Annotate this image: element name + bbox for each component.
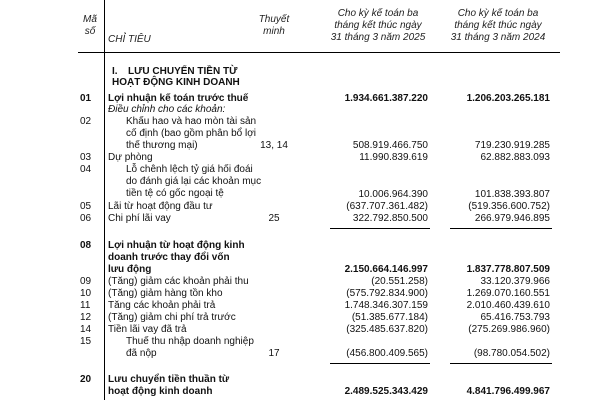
header-2025-l3: 31 tháng 3 năm 2025 xyxy=(330,32,426,43)
row-14-label: Tiền lãi vay đã trả xyxy=(108,324,187,335)
row-15-label-l1: Thuế thu nhập doanh nghiệp xyxy=(126,336,254,347)
row-01-code: 01 xyxy=(80,93,92,104)
row-09-code: 09 xyxy=(80,276,92,287)
row-20-label-l1: Lưu chuyển tiền thuần từ xyxy=(108,374,230,385)
row-04-label-l2: do đánh giá lại các khoản mục xyxy=(126,176,262,187)
header-2024-l1: Cho kỳ kế toán ba xyxy=(457,8,539,19)
section-number: I. xyxy=(112,66,118,77)
subtotal-rule-2025 xyxy=(330,228,430,229)
header-2024-l3: 31 tháng 3 năm 2024 xyxy=(450,32,546,43)
row-10-2025: (575.792.834.900) xyxy=(346,288,428,299)
row-15-note: 17 xyxy=(268,348,280,359)
row-11-label: Tăng các khoản phải trả xyxy=(108,300,216,311)
header-code-l2: số xyxy=(84,26,96,37)
header-2025-l1: Cho kỳ kế toán ba xyxy=(337,8,419,19)
row-02-2025: 508.919.466.750 xyxy=(352,140,428,151)
total-rule-2024 xyxy=(450,363,552,364)
row-01-label: Lợi nhuận kế toán trước thuế xyxy=(108,93,249,104)
row-15-code: 15 xyxy=(80,336,92,347)
header-code-l1: Mã xyxy=(83,14,97,25)
section-title-l2: HOẠT ĐỘNG KINH DOANH xyxy=(112,77,240,88)
row-03-2024: 62.882.883.093 xyxy=(480,152,550,163)
row-15-2025: (456.800.409.565) xyxy=(346,348,428,359)
row-04-2025: 10.006.964.390 xyxy=(358,189,428,200)
row-10-code: 10 xyxy=(80,288,92,299)
subtotal-rule-2024 xyxy=(450,228,552,229)
row-20-2025: 2.489.525.343.429 xyxy=(344,386,428,397)
header-2024-l2: tháng kết thúc ngày xyxy=(454,20,542,31)
total-rule-2025 xyxy=(330,363,430,364)
row-05-2025: (637.707.361.482) xyxy=(346,201,428,212)
row-15-2024: (98.780.054.502) xyxy=(473,348,550,359)
row-10-label: (Tăng) giảm hàng tồn kho xyxy=(108,288,223,299)
row-14-code: 14 xyxy=(80,324,92,335)
row-12-2024: 65.416.753.793 xyxy=(480,312,550,323)
row-11-2024: 2.010.460.439.610 xyxy=(466,300,550,311)
row-06-note: 25 xyxy=(268,213,280,224)
row-04-2024: 101.838.393.807 xyxy=(474,189,550,200)
row-03-label: Dự phòng xyxy=(108,152,153,163)
header-2025-l2: tháng kết thúc ngày xyxy=(334,20,422,31)
row-20-2024: 4.841.796.499.967 xyxy=(466,386,550,397)
header-note-l2: minh xyxy=(263,26,285,37)
row-06-label: Chi phí lãi vay xyxy=(108,213,171,224)
row-14-2025: (325.485.637.820) xyxy=(346,324,428,335)
row-02-label-l1: Khấu hao và hao mòn tài sản xyxy=(126,116,257,127)
row-09-2024: 33.120.379.966 xyxy=(480,276,550,287)
row-01-2024: 1.206.203.265.181 xyxy=(466,93,550,104)
row-10-2024: 1.269.070.160.551 xyxy=(466,288,550,299)
row-20-code: 20 xyxy=(80,374,92,385)
header-item: CHỈ TIÊU xyxy=(108,34,151,45)
row-06-2025: 322.792.850.500 xyxy=(352,213,428,224)
row-15-label-l2: đã nộp xyxy=(126,348,157,359)
row-04-code: 04 xyxy=(80,164,92,175)
row-12-label: (Tăng) giảm chi phí trả trước xyxy=(108,312,236,323)
row-08-label-l1: Lợi nhuận từ hoạt động kinh xyxy=(108,240,245,251)
row-09-2025: (20.551.258) xyxy=(371,276,428,287)
row-02-note: 13, 14 xyxy=(260,140,288,151)
header-rule xyxy=(78,52,560,53)
row-08-2025: 2.150.664.146.997 xyxy=(344,264,428,275)
row-01-2025: 1.934.661.387.220 xyxy=(344,93,428,104)
row-08-label-l2: doanh trước thay đổi vốn xyxy=(108,252,230,263)
row-03-code: 03 xyxy=(80,152,92,163)
row-03-2025: 11.990.839.619 xyxy=(359,152,428,163)
row-05-label: Lãi từ hoạt động đầu tư xyxy=(108,201,213,212)
row-12-2025: (51.385.677.184) xyxy=(351,312,428,323)
row-06-2024: 266.979.946.895 xyxy=(474,213,550,224)
row-11-code: 11 xyxy=(80,300,91,311)
row-04-label-l3: tiền tệ có gốc ngoại tệ xyxy=(126,188,224,199)
row-05-code: 05 xyxy=(80,201,92,212)
row-14-2024: (275.269.986.960) xyxy=(468,324,550,335)
row-11-2025: 1.748.346.307.159 xyxy=(344,300,428,311)
row-02-label-l2: cố định (bao gồm phân bổ lợi xyxy=(126,128,256,139)
row-09-label: (Tăng) giảm các khoản phải thu xyxy=(108,276,249,287)
row-05-2024: (519.356.600.752) xyxy=(468,201,550,212)
row-06-code: 06 xyxy=(80,213,92,224)
row-08-2024: 1.837.778.807.509 xyxy=(466,264,550,275)
header-note-l1: Thuyết xyxy=(258,14,290,25)
row-02-code: 02 xyxy=(80,116,92,127)
row-08-code: 08 xyxy=(80,240,92,251)
row-02-2024: 719.230.919.285 xyxy=(474,140,550,151)
section-title-l1: LƯU CHUYỂN TIỀN TỪ xyxy=(128,66,238,77)
row-08-label-l3: lưu động xyxy=(108,264,152,275)
column-divider xyxy=(104,0,105,400)
adjustments-label: Điều chỉnh cho các khoản: xyxy=(108,104,226,115)
row-12-code: 12 xyxy=(80,312,92,323)
row-04-label-l1: Lỗ chênh lệch tỷ giá hối đoái xyxy=(126,164,253,175)
row-02-label-l3: thế thương mại) xyxy=(126,140,198,151)
row-20-label-l2: hoạt động kinh doanh xyxy=(108,386,213,397)
